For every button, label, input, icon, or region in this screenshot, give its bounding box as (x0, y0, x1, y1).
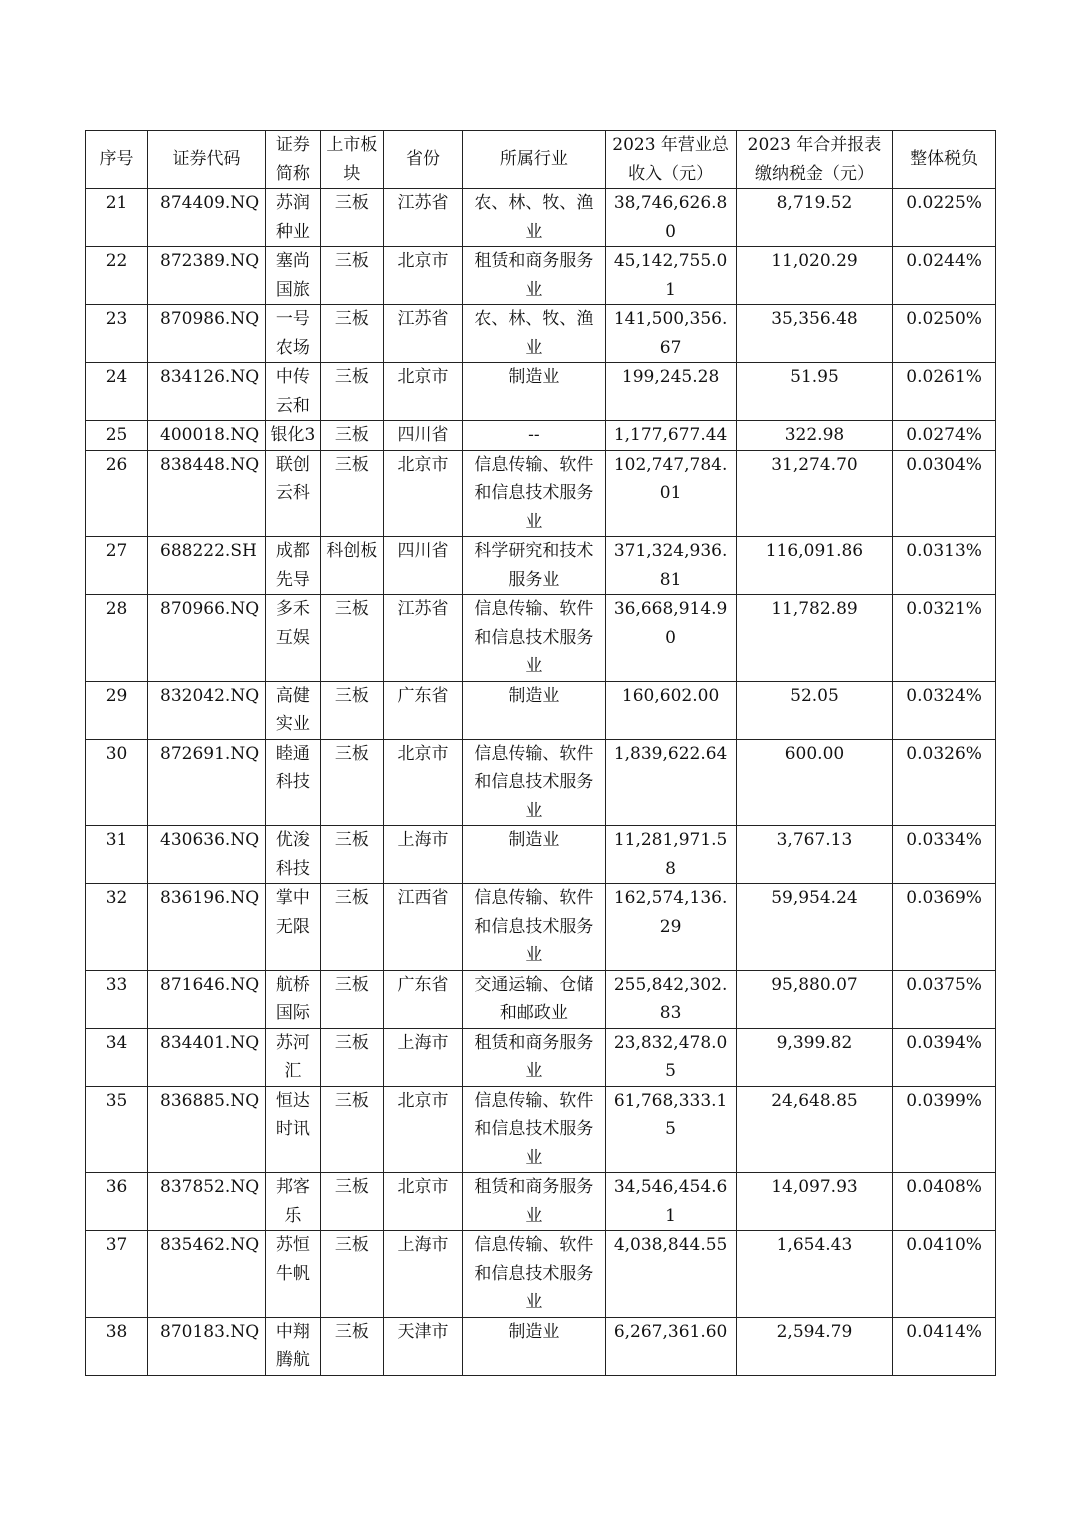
cell-listing-board: 三板 (320, 1086, 383, 1173)
cell-listing-board: 三板 (320, 1231, 383, 1318)
cell-industry: 制造业 (463, 681, 605, 739)
table-row (86, 305, 996, 363)
cell-tax-paid: 322.98 (736, 421, 893, 451)
cell-tax-paid: 116,091.86 (736, 537, 893, 595)
cell-revenue: 61,768,333.15 (605, 1086, 736, 1173)
cell-revenue: 6,267,361.60 (605, 1317, 736, 1375)
cell-tax-paid: 11,020.29 (736, 247, 893, 305)
cell-listing-board: 三板 (320, 826, 383, 884)
cell-index: 29 (86, 681, 148, 739)
cell-tax-paid: 35,356.48 (736, 305, 893, 363)
cell-province: 江西省 (383, 884, 462, 971)
cell-industry: 农、林、牧、渔业 (463, 189, 605, 247)
cell-security-code: 835462.NQ (148, 1231, 266, 1318)
header-industry: 所属行业 (463, 131, 605, 189)
cell-province: 北京市 (383, 739, 462, 826)
header-revenue: 2023 年营业总收入（元） (605, 131, 736, 189)
cell-industry: 信息传输、软件和信息技术服务业 (463, 1086, 605, 1173)
cell-index: 32 (86, 884, 148, 971)
cell-listing-board: 三板 (320, 970, 383, 1028)
cell-tax-burden: 0.0408% (893, 1173, 996, 1231)
cell-province: 广东省 (383, 970, 462, 1028)
cell-industry: 制造业 (463, 363, 605, 421)
cell-index: 24 (86, 363, 148, 421)
header-province: 省份 (383, 131, 462, 189)
cell-revenue: 162,574,136.29 (605, 884, 736, 971)
cell-security-name: 塞尚国旅 (265, 247, 320, 305)
cell-security-name: 恒达时讯 (265, 1086, 320, 1173)
table-row (86, 826, 996, 884)
cell-revenue: 11,281,971.58 (605, 826, 736, 884)
cell-province: 天津市 (383, 1317, 462, 1375)
cell-tax-burden: 0.0304% (893, 450, 996, 537)
cell-industry: 科学研究和技术服务业 (463, 537, 605, 595)
cell-revenue: 36,668,914.90 (605, 595, 736, 682)
cell-security-code: 834401.NQ (148, 1028, 266, 1086)
cell-security-code: 836885.NQ (148, 1086, 266, 1173)
cell-revenue: 34,546,454.61 (605, 1173, 736, 1231)
cell-tax-paid: 24,648.85 (736, 1086, 893, 1173)
cell-listing-board: 三板 (320, 1317, 383, 1375)
cell-province: 广东省 (383, 681, 462, 739)
cell-industry: 信息传输、软件和信息技术服务业 (463, 595, 605, 682)
table-body (86, 189, 996, 1376)
cell-industry: 交通运输、仓储和邮政业 (463, 970, 605, 1028)
cell-tax-burden: 0.0261% (893, 363, 996, 421)
cell-security-name: 银化3 (265, 421, 320, 451)
header-listing-board: 上市板块 (320, 131, 383, 189)
cell-security-code: 832042.NQ (148, 681, 266, 739)
cell-security-name: 中翔腾航 (265, 1317, 320, 1375)
cell-tax-burden: 0.0313% (893, 537, 996, 595)
table-row (86, 189, 996, 247)
cell-tax-paid: 9,399.82 (736, 1028, 893, 1086)
cell-revenue: 199,245.28 (605, 363, 736, 421)
cell-revenue: 38,746,626.80 (605, 189, 736, 247)
cell-industry: -- (463, 421, 605, 451)
cell-security-name: 邦客乐 (265, 1173, 320, 1231)
cell-security-name: 苏河汇 (265, 1028, 320, 1086)
table-row (86, 1028, 996, 1086)
cell-index: 38 (86, 1317, 148, 1375)
cell-security-name: 航桥国际 (265, 970, 320, 1028)
cell-listing-board: 科创板 (320, 537, 383, 595)
header-security-name: 证券简称 (265, 131, 320, 189)
cell-security-code: 836196.NQ (148, 884, 266, 971)
cell-tax-paid: 95,880.07 (736, 970, 893, 1028)
cell-listing-board: 三板 (320, 884, 383, 971)
cell-revenue: 1,177,677.44 (605, 421, 736, 451)
cell-industry: 租赁和商务服务业 (463, 247, 605, 305)
cell-tax-burden: 0.0250% (893, 305, 996, 363)
cell-tax-paid: 3,767.13 (736, 826, 893, 884)
cell-revenue: 4,038,844.55 (605, 1231, 736, 1318)
cell-security-code: 870986.NQ (148, 305, 266, 363)
cell-revenue: 141,500,356.67 (605, 305, 736, 363)
cell-tax-burden: 0.0274% (893, 421, 996, 451)
cell-tax-burden: 0.0326% (893, 739, 996, 826)
header-security-code: 证券代码 (148, 131, 266, 189)
table-row (86, 1231, 996, 1318)
cell-province: 江苏省 (383, 305, 462, 363)
cell-listing-board: 三板 (320, 305, 383, 363)
cell-security-name: 中传云和 (265, 363, 320, 421)
cell-province: 北京市 (383, 1173, 462, 1231)
cell-province: 北京市 (383, 363, 462, 421)
cell-index: 31 (86, 826, 148, 884)
table-row (86, 681, 996, 739)
cell-tax-burden: 0.0324% (893, 681, 996, 739)
cell-security-code: 870966.NQ (148, 595, 266, 682)
cell-industry: 租赁和商务服务业 (463, 1028, 605, 1086)
cell-security-code: 872691.NQ (148, 739, 266, 826)
cell-index: 21 (86, 189, 148, 247)
cell-security-name: 苏润种业 (265, 189, 320, 247)
cell-security-name: 多禾互娱 (265, 595, 320, 682)
cell-listing-board: 三板 (320, 450, 383, 537)
cell-listing-board: 三板 (320, 189, 383, 247)
cell-tax-burden: 0.0399% (893, 1086, 996, 1173)
cell-industry: 信息传输、软件和信息技术服务业 (463, 884, 605, 971)
cell-security-code: 872389.NQ (148, 247, 266, 305)
table-row (86, 421, 996, 451)
cell-security-name: 掌中无限 (265, 884, 320, 971)
header-tax-paid: 2023 年合并报表缴纳税金（元） (736, 131, 893, 189)
cell-tax-burden: 0.0334% (893, 826, 996, 884)
cell-security-name: 一号农场 (265, 305, 320, 363)
cell-tax-burden: 0.0375% (893, 970, 996, 1028)
cell-security-name: 睦通科技 (265, 739, 320, 826)
cell-index: 27 (86, 537, 148, 595)
cell-security-name: 苏恒牛帆 (265, 1231, 320, 1318)
cell-province: 江苏省 (383, 189, 462, 247)
cell-industry: 制造业 (463, 826, 605, 884)
cell-listing-board: 三板 (320, 363, 383, 421)
cell-industry: 农、林、牧、渔业 (463, 305, 605, 363)
cell-revenue: 23,832,478.05 (605, 1028, 736, 1086)
cell-tax-paid: 51.95 (736, 363, 893, 421)
cell-tax-burden: 0.0244% (893, 247, 996, 305)
cell-revenue: 1,839,622.64 (605, 739, 736, 826)
cell-tax-burden: 0.0394% (893, 1028, 996, 1086)
table-row (86, 970, 996, 1028)
cell-province: 四川省 (383, 537, 462, 595)
cell-tax-paid: 11,782.89 (736, 595, 893, 682)
cell-index: 25 (86, 421, 148, 451)
cell-index: 23 (86, 305, 148, 363)
cell-index: 35 (86, 1086, 148, 1173)
table-row (86, 537, 996, 595)
cell-province: 北京市 (383, 247, 462, 305)
cell-province: 北京市 (383, 1086, 462, 1173)
table-row (86, 595, 996, 682)
cell-industry: 租赁和商务服务业 (463, 1173, 605, 1231)
cell-security-name: 联创云科 (265, 450, 320, 537)
cell-security-code: 400018.NQ (148, 421, 266, 451)
cell-revenue: 160,602.00 (605, 681, 736, 739)
cell-industry: 制造业 (463, 1317, 605, 1375)
table-row (86, 1086, 996, 1173)
tax-burden-table (85, 130, 996, 1376)
cell-listing-board: 三板 (320, 1173, 383, 1231)
cell-province: 北京市 (383, 450, 462, 537)
cell-index: 36 (86, 1173, 148, 1231)
cell-security-code: 870183.NQ (148, 1317, 266, 1375)
cell-tax-burden: 0.0414% (893, 1317, 996, 1375)
table-row (86, 247, 996, 305)
cell-revenue: 255,842,302.83 (605, 970, 736, 1028)
cell-security-code: 871646.NQ (148, 970, 266, 1028)
cell-listing-board: 三板 (320, 681, 383, 739)
cell-tax-burden: 0.0410% (893, 1231, 996, 1318)
cell-tax-paid: 2,594.79 (736, 1317, 893, 1375)
cell-listing-board: 三板 (320, 421, 383, 451)
cell-listing-board: 三板 (320, 1028, 383, 1086)
cell-security-name: 优浚科技 (265, 826, 320, 884)
cell-index: 37 (86, 1231, 148, 1318)
cell-index: 22 (86, 247, 148, 305)
cell-security-code: 874409.NQ (148, 189, 266, 247)
cell-index: 34 (86, 1028, 148, 1086)
cell-revenue: 45,142,755.01 (605, 247, 736, 305)
cell-revenue: 102,747,784.01 (605, 450, 736, 537)
cell-industry: 信息传输、软件和信息技术服务业 (463, 1231, 605, 1318)
cell-listing-board: 三板 (320, 247, 383, 305)
cell-tax-paid: 59,954.24 (736, 884, 893, 971)
table-row (86, 450, 996, 537)
cell-index: 26 (86, 450, 148, 537)
table-row (86, 1173, 996, 1231)
table-row (86, 739, 996, 826)
cell-tax-burden: 0.0225% (893, 189, 996, 247)
cell-tax-paid: 14,097.93 (736, 1173, 893, 1231)
cell-security-name: 高健实业 (265, 681, 320, 739)
cell-tax-paid: 600.00 (736, 739, 893, 826)
cell-index: 33 (86, 970, 148, 1028)
cell-tax-paid: 31,274.70 (736, 450, 893, 537)
cell-province: 上海市 (383, 826, 462, 884)
cell-industry: 信息传输、软件和信息技术服务业 (463, 450, 605, 537)
cell-index: 28 (86, 595, 148, 682)
cell-listing-board: 三板 (320, 739, 383, 826)
cell-province: 江苏省 (383, 595, 462, 682)
cell-index: 30 (86, 739, 148, 826)
cell-security-code: 838448.NQ (148, 450, 266, 537)
cell-security-code: 834126.NQ (148, 363, 266, 421)
cell-security-name: 成都先导 (265, 537, 320, 595)
table-header-row (86, 131, 996, 189)
cell-tax-burden: 0.0369% (893, 884, 996, 971)
cell-security-code: 837852.NQ (148, 1173, 266, 1231)
cell-listing-board: 三板 (320, 595, 383, 682)
header-tax-burden: 整体税负 (893, 131, 996, 189)
cell-tax-paid: 1,654.43 (736, 1231, 893, 1318)
table-row (86, 363, 996, 421)
cell-tax-paid: 8,719.52 (736, 189, 893, 247)
table-row (86, 884, 996, 971)
cell-tax-burden: 0.0321% (893, 595, 996, 682)
cell-security-code: 688222.SH (148, 537, 266, 595)
cell-security-code: 430636.NQ (148, 826, 266, 884)
cell-revenue: 371,324,936.81 (605, 537, 736, 595)
table-row (86, 1317, 996, 1375)
cell-province: 四川省 (383, 421, 462, 451)
cell-industry: 信息传输、软件和信息技术服务业 (463, 739, 605, 826)
header-index: 序号 (86, 131, 148, 189)
cell-province: 上海市 (383, 1028, 462, 1086)
cell-province: 上海市 (383, 1231, 462, 1318)
cell-tax-paid: 52.05 (736, 681, 893, 739)
